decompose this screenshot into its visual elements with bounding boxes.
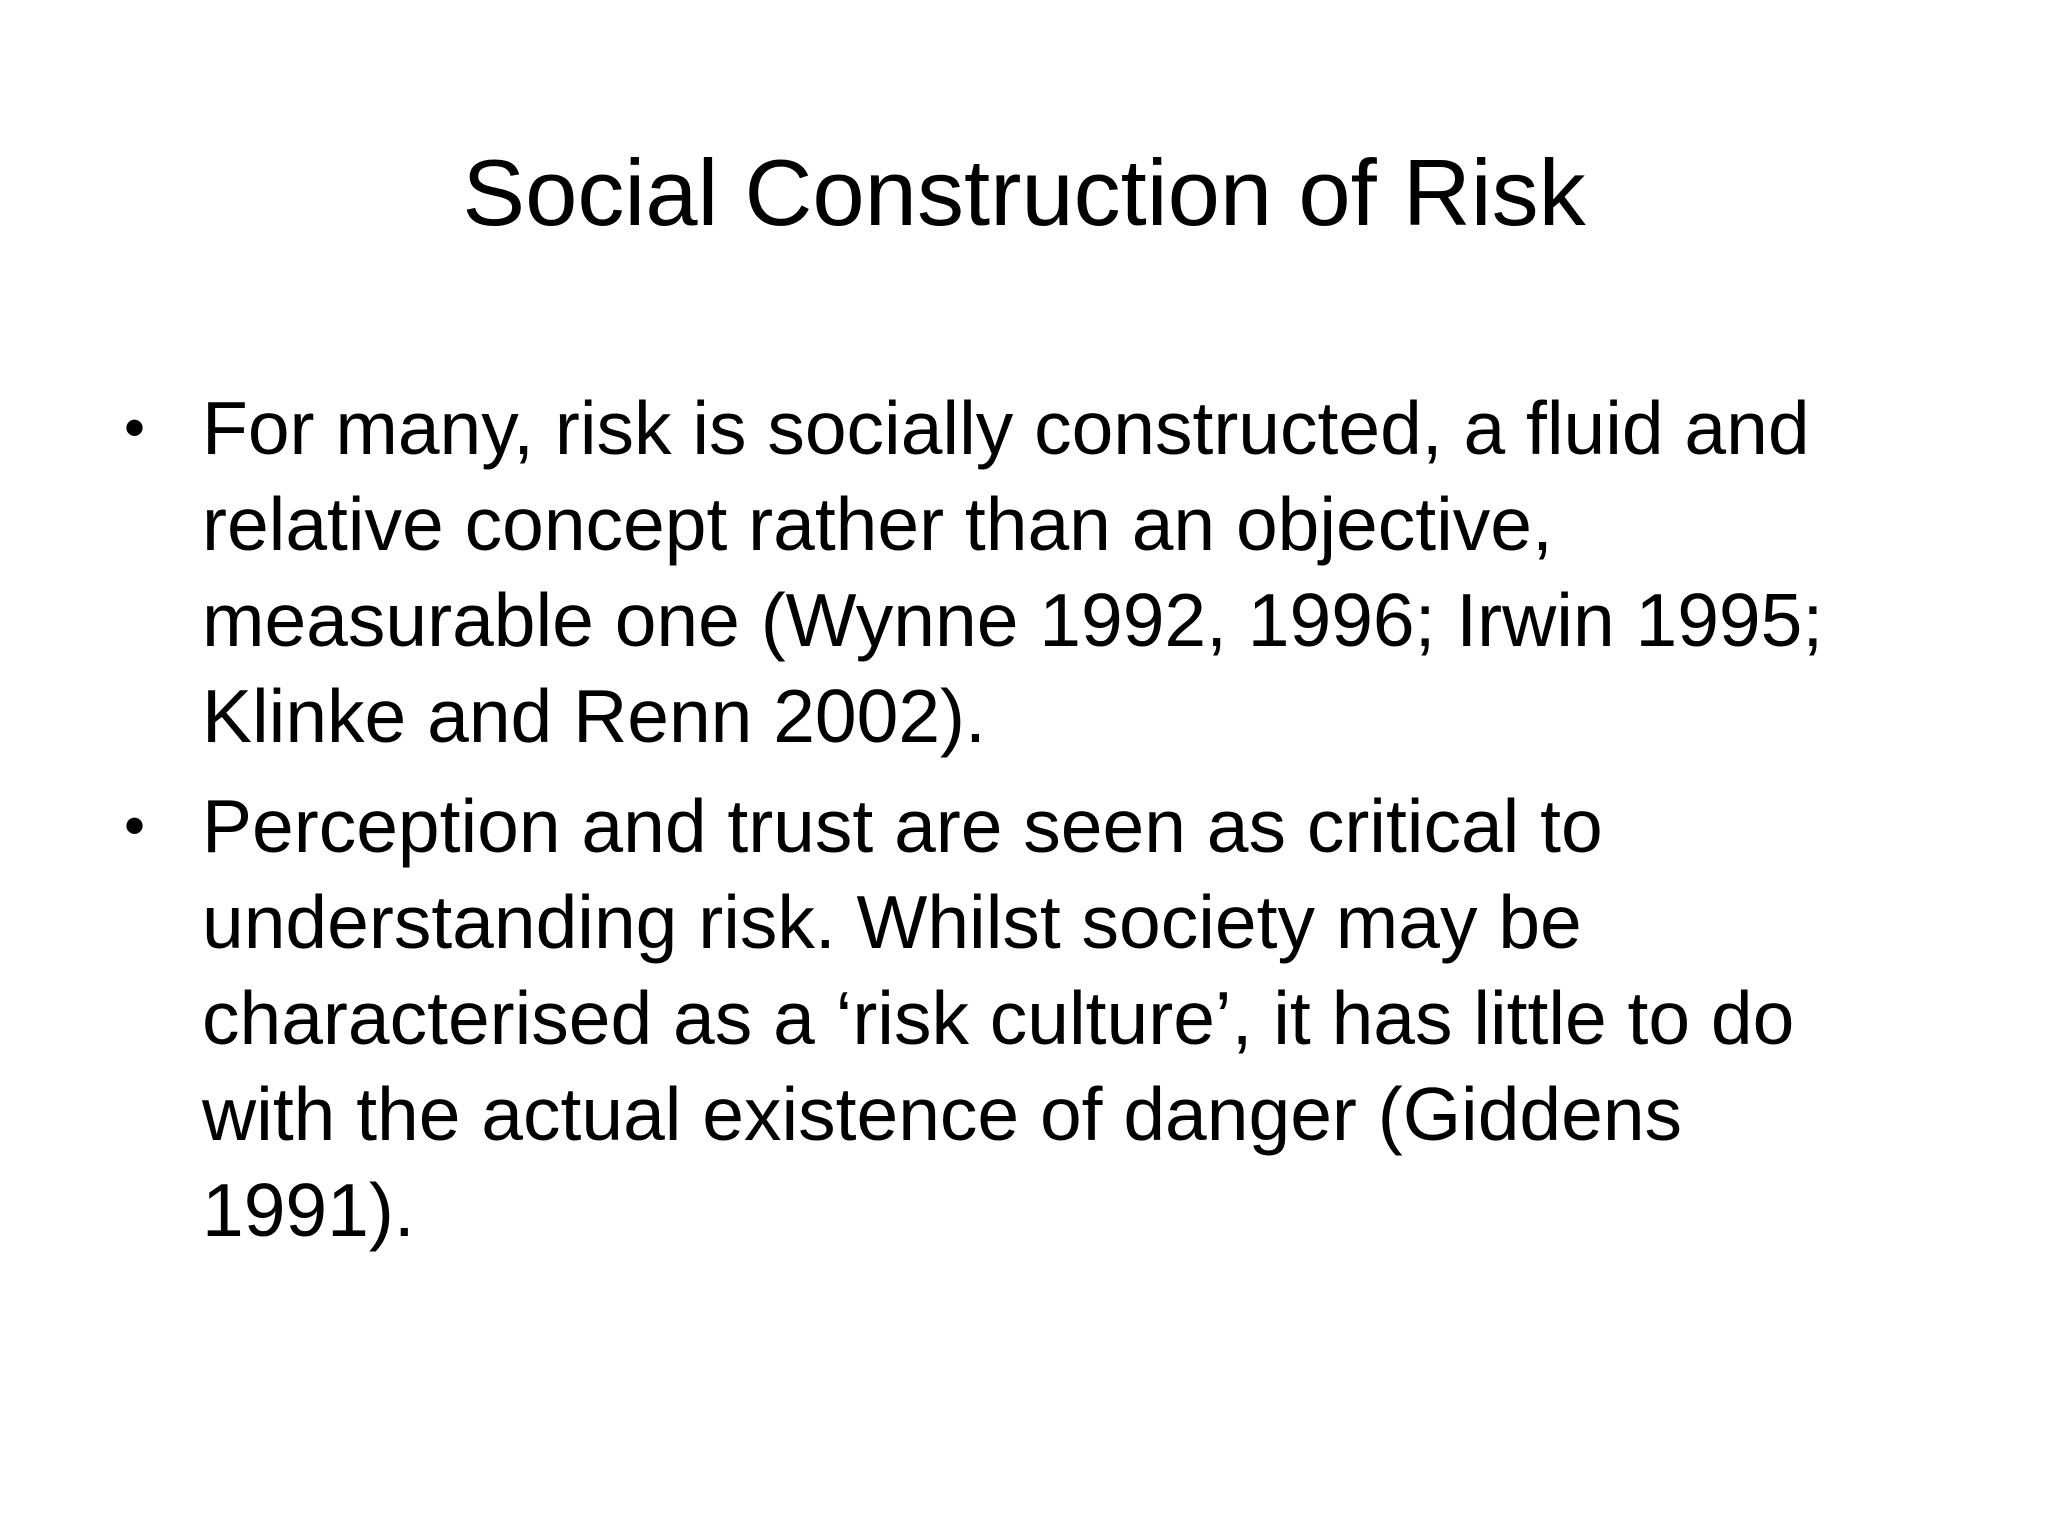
bullet-line: For many, risk is socially constructed, a fluid and	[202, 386, 1810, 470]
bullet-item	[120, 380, 1960, 764]
bullet-line: characterised as a ‘risk culture’, it has little to do	[202, 976, 1795, 1060]
bullet-line: Perception and trust are seen as critical to	[202, 784, 1603, 868]
bullet-dot-icon: •	[124, 394, 146, 461]
bullet-line: 1991).	[202, 1168, 415, 1252]
bullet-item	[120, 778, 1960, 1258]
bullet-list	[120, 380, 1960, 1272]
bullet-dot-icon: •	[124, 792, 146, 859]
bullet-line: with the actual existence of danger (Giddens	[202, 1072, 1683, 1156]
bullet-text	[202, 778, 1960, 1258]
bullet-line: understanding risk. Whilst society may be	[202, 880, 1582, 964]
bullet-text	[202, 380, 1960, 764]
slide-title: Social Construction of Risk	[462, 140, 1586, 245]
bullet-line: measurable one (Wynne 1992, 1996; Irwin 1995;	[202, 578, 1824, 662]
bullet-line: Klinke and Renn 2002).	[202, 674, 986, 758]
bullet-line: relative concept rather than an objective,	[202, 482, 1553, 566]
